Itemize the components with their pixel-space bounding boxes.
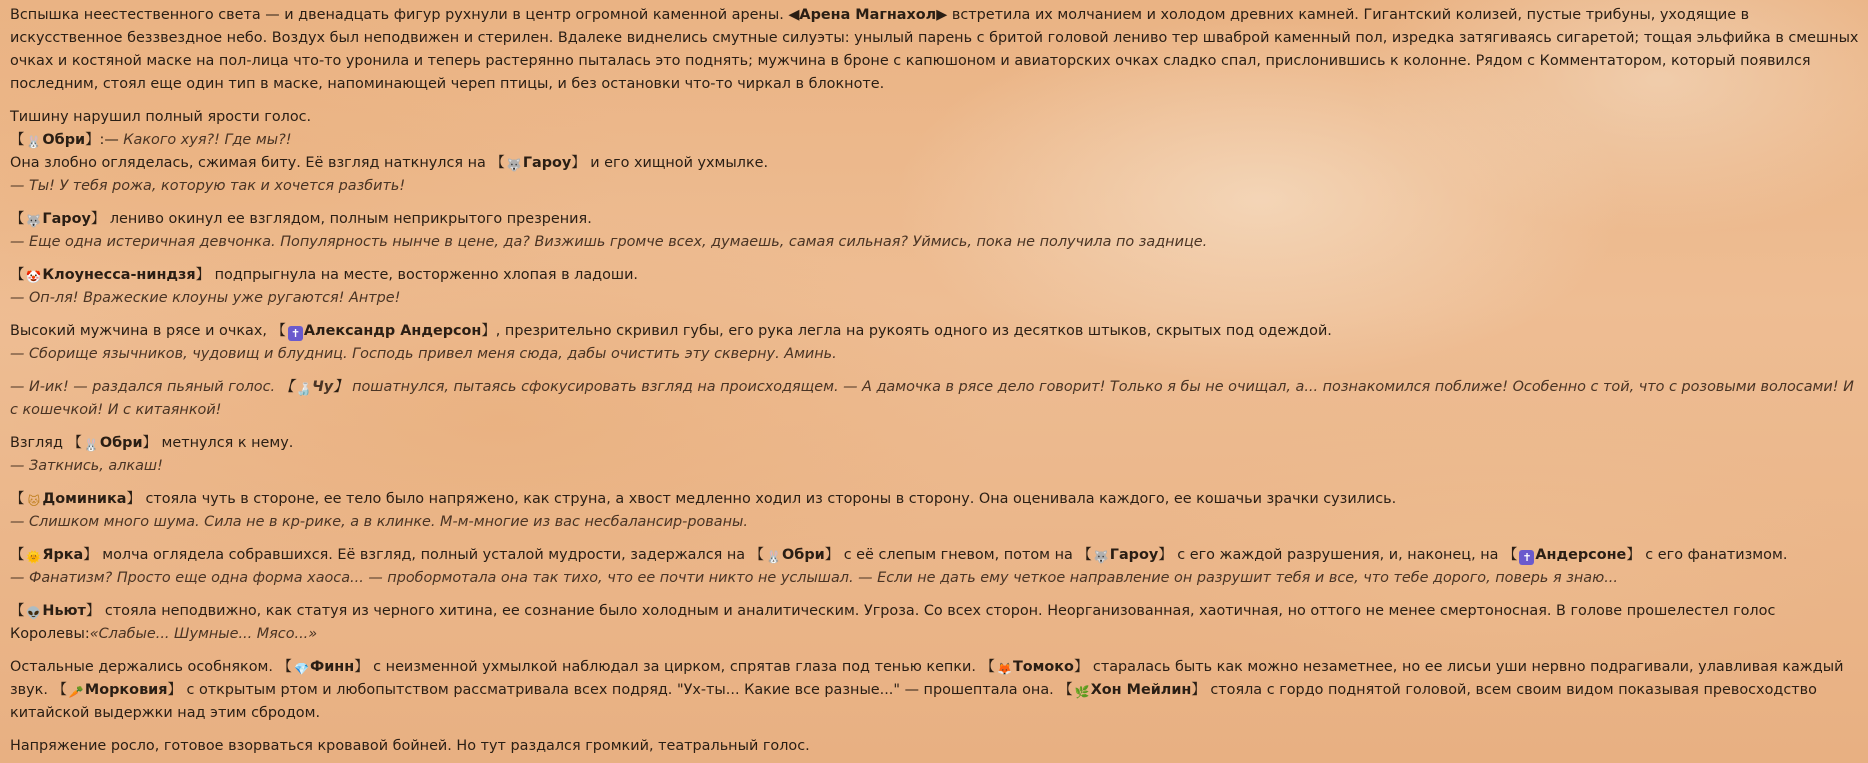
character-tag-aubrey: 【 🐰Обри】 bbox=[67, 435, 157, 452]
story-text bbox=[10, 4, 1862, 758]
narration-line: Тишину нарушил полный ярости голос. bbox=[10, 109, 312, 125]
narration-line: 【 🌞Ярка】 молча оглядела собравшихся. Её взгляд, полный усталой мудрости, задержался на 【 🐰Обри】 с её слепым гневом, потом на 【 🐺Гароу】 с его жаждой разрушения, и, наконец, на 【 ✝ Андерсоне】 с его фанатизмом. bbox=[10, 547, 1788, 564]
fox-icon: 🦊 bbox=[996, 662, 1012, 676]
narration-line: 【 🐺Гароу】 лениво окинул ее взглядом, полным неприкрытого презрения. bbox=[10, 211, 592, 228]
character-tag-newt: 【 👽Ньют】 bbox=[10, 603, 101, 620]
dialogue-line: — Ты! У тебя рожа, которую так и хочется разбить! bbox=[10, 178, 406, 194]
character-tag-finn: 【 💎Финн】 bbox=[277, 659, 369, 676]
character-tag-tomoko: 【 🦊Томоко】 bbox=[980, 659, 1089, 676]
bottle-icon: 🍶 bbox=[296, 382, 312, 396]
narration-paragraph: 【 👽Ньют】 стояла неподвижно, как статуя из черного хитина, ее сознание было холодным и аналитическим. Угроза. Со всех сторон. Неорганизованная, хаотичная, но оттого не менее смертоносная. В голове прошелестел голос Королевы:«Слабые... Шумные... Мясо...» bbox=[10, 603, 1776, 642]
cross-icon: ✝ bbox=[288, 326, 303, 341]
character-tag-hon-meiling: 【 🌿Хон Мейлин】 bbox=[1058, 682, 1206, 699]
rabbit-icon: 🐰 bbox=[766, 550, 782, 564]
rabbit-icon: 🐰 bbox=[26, 135, 42, 149]
dialogue-line: — Заткнись, алкаш! bbox=[10, 458, 163, 474]
leaf-icon: 🌿 bbox=[1074, 685, 1090, 699]
cross-icon: ✝ bbox=[1519, 550, 1534, 565]
dialogue-line: — Сборище язычников, чудовищ и блудниц. Господь привел меня сюда, дабы очистить эту скверну. Аминь. bbox=[10, 346, 837, 362]
character-tag-clown-ninja: 【 🤡Клоунесса-ниндзя】 bbox=[10, 267, 211, 284]
cat-icon: 🐱 bbox=[27, 494, 41, 508]
character-tag-aubrey: 【 🐰Обри】 bbox=[10, 132, 100, 149]
character-tag-aubrey: 【 🐰Обри】 bbox=[749, 547, 840, 564]
narration-line: 【 🐱 Доминика】 стояла чуть в стороне, ее тело было напряжено, как струна, а хвост медленно ходил из стороны в сторону. Она оценивала каждого, ее кошачьи зрачки сузились. bbox=[10, 491, 1397, 508]
character-tag-garou: 【 🐺Гароу】 bbox=[1077, 547, 1173, 564]
dialogue-line: — Слишком много шума. Сила не в кр-рике, а в клинке. М-м-многие из вас несбалансир-рованы. bbox=[10, 514, 748, 530]
character-tag-chu: 【 🍶Чу】 bbox=[279, 379, 348, 396]
narration-line: Напряжение росло, готовое взорваться кровавой бойней. Но тут раздался громкий, театральный голос. bbox=[10, 738, 810, 754]
narration-paragraph: Остальные держались особняком. 【 💎Финн】 с неизменной ухмылкой наблюдал за цирком, спрятав глаза под тенью кепки. 【 🦊Томоко】 старалась быть как можно незаметнее, но ее лисьи уши нервно подрагивали, улавливая каждый звук. 【 🥕Морковия】 с открытым ртом и любопытством рассматривала всех подряд. "Ух-ты... Какие все разные..." — прошептала она. 【 🌿Хон Мейлин】 стояла с гордо поднятой головой, всем своим видом показывая превосходство китайской выдержки над этим сбродом. bbox=[10, 659, 1844, 721]
character-tag-andersone: 【 ✝ Андерсоне】 bbox=[1503, 547, 1641, 564]
character-tag-garou: 【 🐺Гароу】 bbox=[10, 211, 106, 228]
wolf-icon: 🐺 bbox=[26, 214, 42, 228]
character-tag-morkoviya: 【 🥕Морковия】 bbox=[52, 682, 182, 699]
gem-icon: 💎 bbox=[293, 662, 309, 676]
wolf-icon: 🐺 bbox=[1093, 550, 1109, 564]
dialogue-paragraph: — И-ик! — раздался пьяный голос. 【 🍶Чу】 пошатнулся, пытаясь сфокусировать взгляд на происходящем. — А дамочка в рясе дело говорит! Только я бы не очищал, а... познакомился поближе! Особенно с той, что с розовыми волосами! И с кошечкой! И с китаянкой! bbox=[10, 379, 1854, 418]
narration-line: 【 🤡Клоунесса-ниндзя】 подпрыгнула на месте, восторженно хлопая в ладоши. bbox=[10, 267, 638, 284]
carrot-icon: 🥕 bbox=[68, 685, 84, 699]
narration-line: Высокий мужчина в рясе и очках, 【 ✝ Александр Андерсон】, презрительно скривил губы, его рука легла на рукоять одного из десятков штыков, скрытых под одеждой. bbox=[10, 323, 1332, 340]
dialogue-line: 【 🐰Обри】:— Какого хуя?! Где мы?! bbox=[10, 132, 292, 149]
character-tag-yarka: 【 🌞Ярка】 bbox=[10, 547, 98, 564]
clown-icon: 🤡 bbox=[26, 270, 42, 284]
character-tag-anderson: 【 ✝ Александр Андерсон】 bbox=[271, 323, 496, 340]
dialogue-line: — Оп-ля! Вражеские клоуны уже ругаются! Антре! bbox=[10, 290, 401, 306]
alien-icon: 👽 bbox=[26, 606, 42, 620]
rabbit-icon: 🐰 bbox=[83, 438, 99, 452]
arena-name: ◀Арена Магнахол▶ bbox=[788, 7, 948, 23]
wolf-icon: 🐺 bbox=[506, 158, 522, 172]
dialogue-line: — Еще одна истеричная девчонка. Популярность нынче в цене, да? Визжишь громче всех, думаешь, самая сильная? Уймись, пока не получила по заднице. bbox=[10, 234, 1208, 250]
dialogue-line: — Фанатизм? Просто еще одна форма хаоса... — пробормотала она так тихо, что ее почти никто не услышал. — Если не дать ему четкое направление он разрушит тебя и все, что тебе дорого, поверь я знаю... bbox=[10, 570, 1618, 586]
character-tag-dominika: 【 🐱 Доминика】 bbox=[10, 491, 141, 508]
intro-paragraph: Вспышка неестественного света — и двенадцать фигур рухнули в центр огромной каменной арены. ◀Арена Магнахол▶ встретила их молчанием и холодом древних камней. Гигантский колизей, пустые трибуны, уходящие в искусственное беззвездное небо. Воздух был неподвижен и стерилен. Вдалеке виднелись смутные силуэты: унылый парень с бритой головой лениво тер шваброй каменный пол, изредка затягиваясь сигаретой; тощая эльфийка в смешных очках и костяной маске на пол-лица что-то уронила и теперь растерянно пыталась это поднять; мужчина в броне с капюшоном и авиаторских очках сладко спал, прислонившись к колонне. Рядом с Комментатором, который появился последним, стоял еще один тип в маске, напоминающей череп птицы, и без остановки что-то чиркал в блокноте. bbox=[10, 7, 1859, 92]
sun-icon: 🌞 bbox=[26, 550, 42, 564]
character-tag-garou: 【 🐺Гароу】 bbox=[490, 155, 586, 172]
narration-line: Взгляд 【 🐰Обри】 метнулся к нему. bbox=[10, 435, 294, 452]
narration-line: Она злобно огляделась, сжимая биту. Её взгляд наткнулся на 【 🐺Гароу】 и его хищной ухмылке. bbox=[10, 155, 769, 172]
